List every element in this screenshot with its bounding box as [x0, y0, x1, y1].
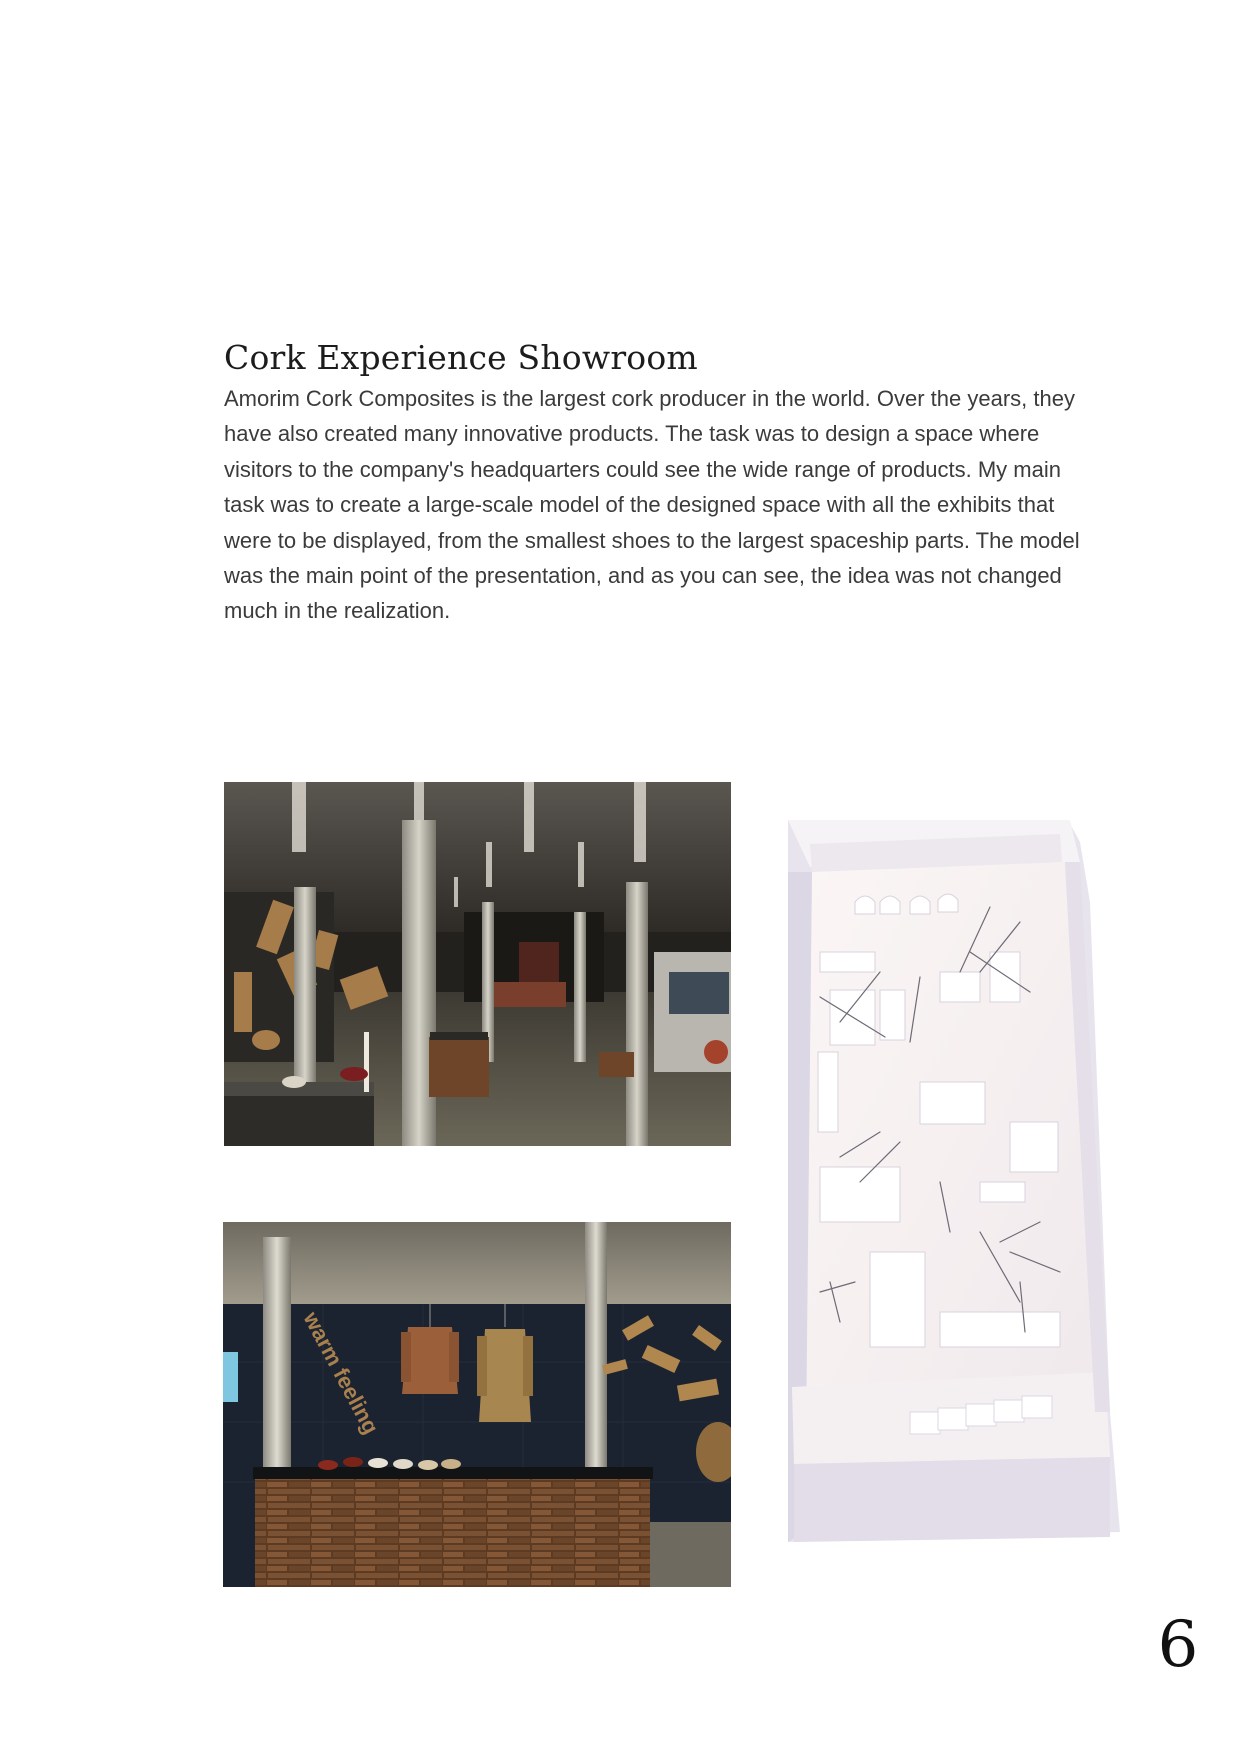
showroom-interior-photo — [224, 782, 731, 1146]
showroom-cork-counter-photo — [223, 1222, 731, 1587]
page-title: Cork Experience Showroom — [224, 338, 698, 377]
page-number: 6 — [1157, 1608, 1199, 1682]
white-architectural-model-photo — [780, 812, 1125, 1547]
project-description: Amorim Cork Composites is the largest cork producer in the world. Over the years, they have also created many innovative products. The task was to design a space where visitors to the company's headquarters could see the wide range of products. My main task was to create a large-scale model of the designed space with all the exhibits that were to be displayed, from the smallest shoes to the largest spaceship parts. The model was the main point of the presentation, and as you can see, the idea was not changed much in the realization. — [224, 386, 1080, 624]
wall-lettering: warm feeling — [298, 1307, 384, 1439]
